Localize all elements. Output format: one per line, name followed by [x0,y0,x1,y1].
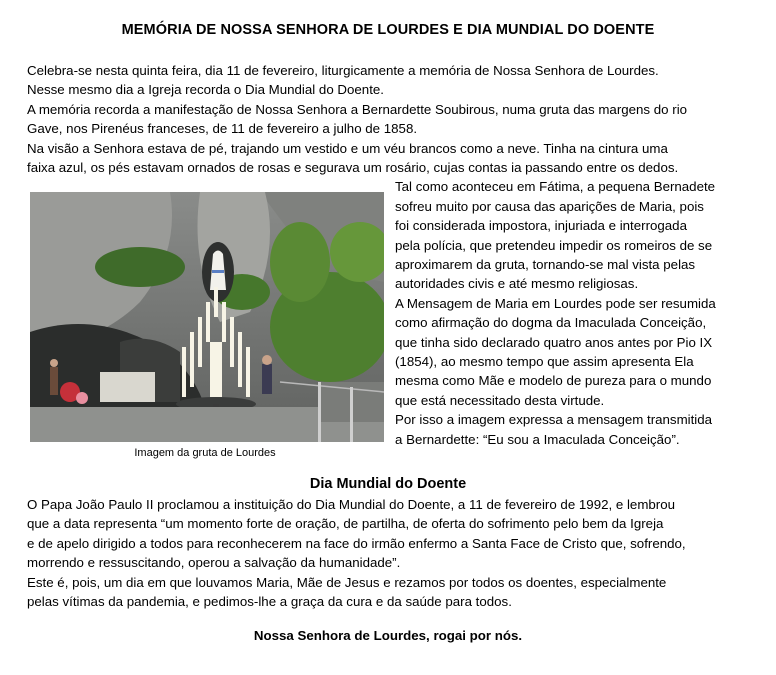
side-line: mesma como Mãe e modelo de pureza para o mundo [395,373,712,389]
image-caption: Imagem da gruta de Lourdes [134,447,276,459]
intro-line: Nesse mesmo dia a Igreja recorda o Dia Mundial do Doente. [27,82,384,98]
side-line: foi considerada impostora, injuriada e interrogada [395,218,687,234]
intro-line: Celebra-se nesta quinta feira, dia 11 de fevereiro, liturgicamente a memória de Nossa Senhora de Lourdes. [27,63,659,78]
side-line: que está necessitado desta virtude. [395,392,605,408]
body-line: que a data representa “um momento forte de oração, de partilha, de oferta do sofrimento pelo bem da Igreja [27,516,664,532]
side-line: a Bernardette: “Eu sou a Imaculada Conceição”. [395,431,680,447]
body-line: morrendo e ressuscitando, operou a salvação da humanidade”. [27,555,401,571]
side-line: como afirmação do dogma da Imaculada Conceição, [395,315,707,331]
body-line: e de apelo dirigido a todos para reconhecerem na face do irmão enfermo a Santa Face de Cristo que, sofrendo, [27,535,686,551]
side-line: pela polícia, que pretendeu impedir os romeiros de se [395,237,713,253]
side-line: Tal como aconteceu em Fátima, a pequena Bernadete [395,179,716,195]
intro-line: A memória recorda a manifestação de Nossa Senhora a Bernardette Soubirous, numa gruta das margens do rio [27,101,688,117]
intro-line: Gave, nos Pirenéus franceses, de 11 de fevereiro a julho de 1858. [27,121,418,137]
side-line: autoridades civis e até mesmo religiosas. [395,276,639,292]
side-line: sofreu muito por causa das aparições de Maria, pois [395,198,704,214]
body-line: pelas vítimas da pandemia, e pedimos-lhe a graça da cura e da saúde para todos. [27,594,512,609]
body-line: O Papa João Paulo II proclamou a instituição do Dia Mundial do Doente, a 11 de fevereiro de 1992, e lembrou [27,497,676,512]
lourdes-grotto-image [30,192,384,442]
side-line: aproximarem da gruta, tornando-se mal vista pelas [395,257,696,272]
side-line: Por isso a imagem expressa a mensagem transmitida [395,412,713,428]
document-title: MEMÓRIA DE NOSSA SENHORA DE LOURDES E DIA MUNDIAL DO DOENTE [121,22,655,38]
section-heading: Dia Mundial do Doente [309,476,467,492]
intro-line: Na visão a Senhora estava de pé, trajando um vestido e um véu brancos como a neve. Tinha na cintura uma [27,140,668,156]
body-line: Este é, pois, um dia em que louvamos Maria, Mãe de Jesus e rezamos por todos os doentes, especialmente [27,574,667,590]
intro-line: faixa azul, os pés estavam ornados de rosas e segurava um rosário, cujas contas ia passando entre os dedos. [27,160,679,175]
side-line: A Mensagem de Maria em Lourdes pode ser resumida [395,295,716,311]
closing-prayer: Nossa Senhora de Lourdes, rogai por nós. [253,628,523,643]
side-line: (1854), ao mesmo tempo que assim apresenta Ela [395,354,694,369]
side-line: que tinha sido declarado quatro anos antes por Pio IX [395,334,713,350]
